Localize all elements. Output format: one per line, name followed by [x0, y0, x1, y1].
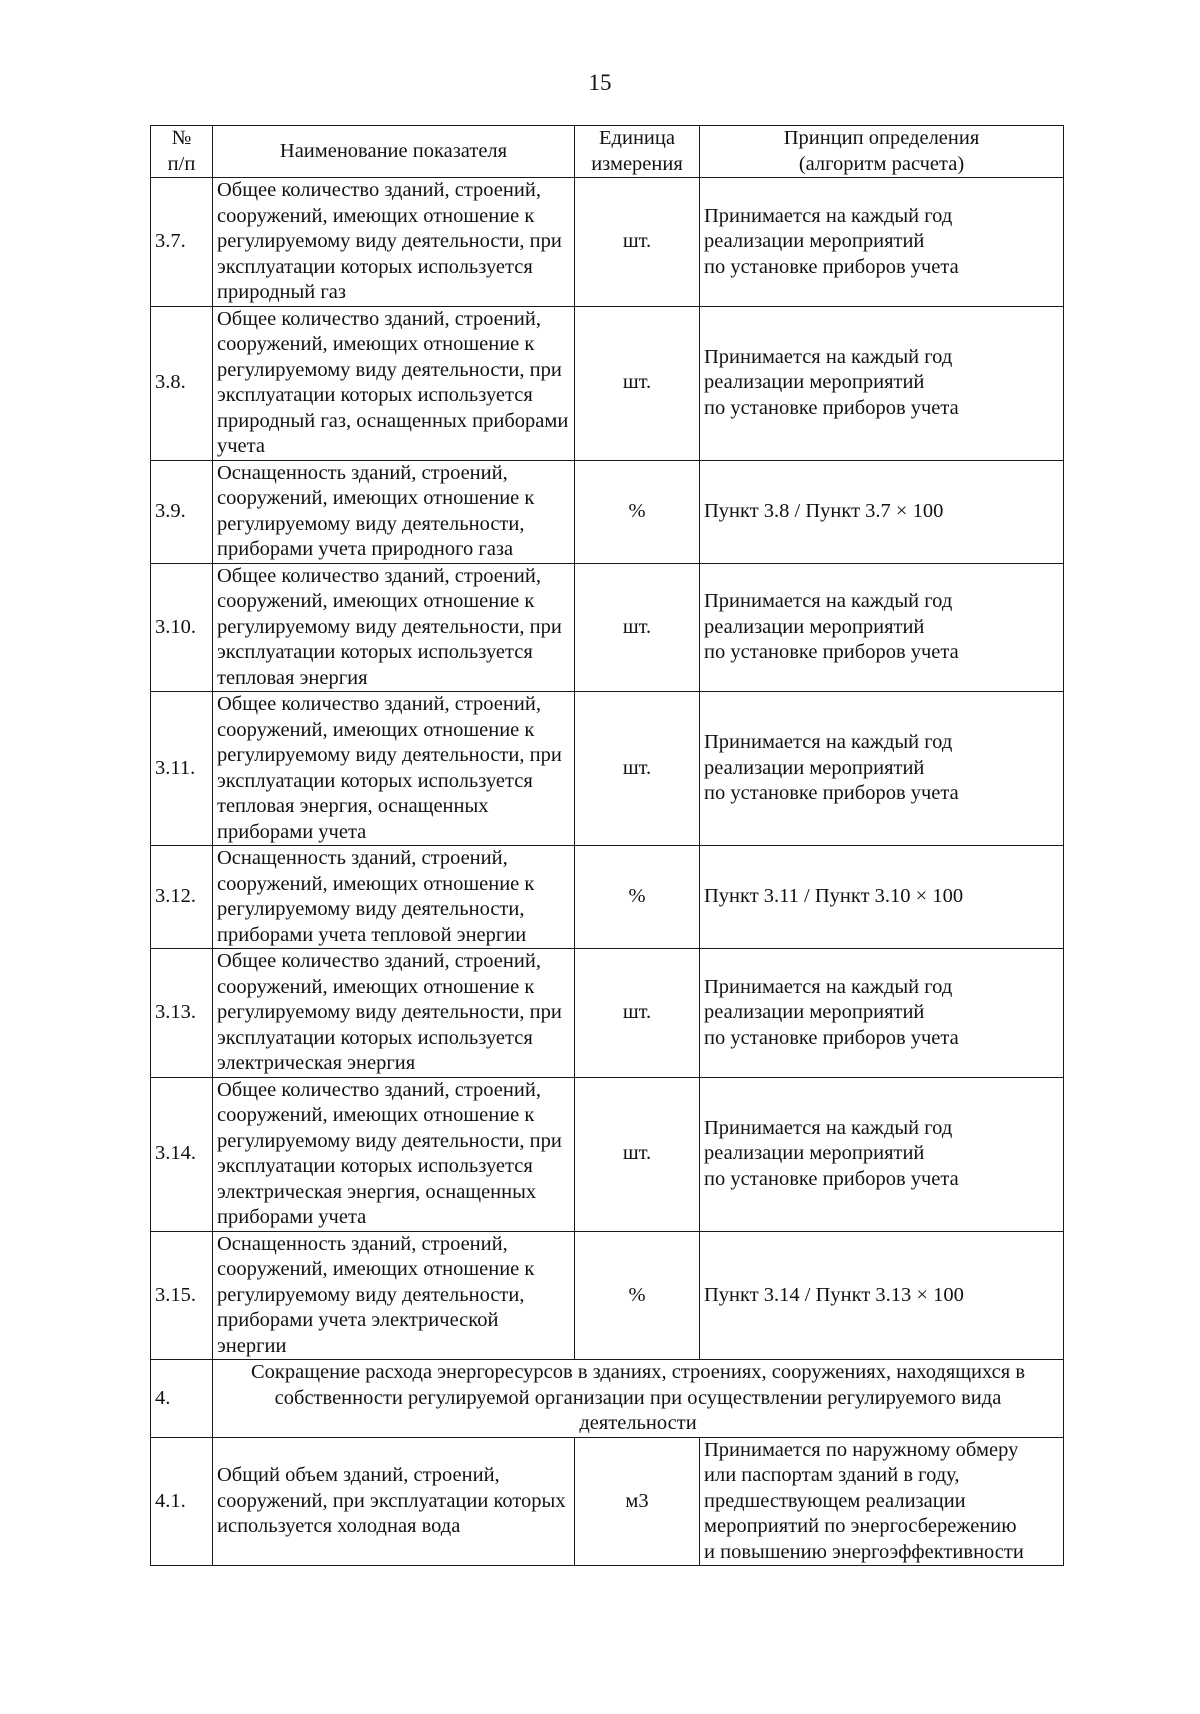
- table-row: [151, 1437, 1064, 1566]
- indicator-name: Оснащенность зданий, строений, сооружений, имеющих отношение к регулируемому виду деятельности, приборами учета электрической энергии: [213, 1231, 575, 1360]
- calculation-rule: [700, 1231, 1064, 1360]
- table-row: [151, 1077, 1064, 1231]
- row-number: 3.12.: [151, 846, 213, 949]
- calculation-rule-line: по установке приборов учета: [704, 255, 959, 278]
- calculation-rule: [700, 178, 1064, 307]
- calculation-rule: [700, 460, 1064, 563]
- row-number: 3.13.: [151, 949, 213, 1078]
- table-row: [151, 306, 1064, 460]
- row-number: 3.10.: [151, 563, 213, 692]
- unit-of-measure: шт.: [575, 306, 700, 460]
- unit-of-measure: %: [575, 846, 700, 949]
- calculation-rule-line: по установке приборов учета: [704, 1167, 959, 1190]
- table-row: [151, 563, 1064, 692]
- calculation-rule-line: реализации мероприятий: [704, 1142, 925, 1165]
- calculation-rule-line: реализации мероприятий: [704, 371, 925, 394]
- header-unit-line2: измерения: [591, 152, 683, 175]
- calculation-rule-line: Принимается на каждый год: [704, 345, 953, 368]
- section-number: 4.: [151, 1360, 213, 1438]
- unit-of-measure: м3: [575, 1437, 700, 1566]
- calculation-rule-line: Принимается на каждый год: [704, 731, 953, 754]
- calculation-rule-line: реализации мероприятий: [704, 230, 925, 252]
- indicator-name: Общее количество зданий, строений, сооружений, имеющих отношение к регулируемому виду деятельности, при эксплуатации которых используется природный газ, оснащенных приборами учета: [213, 306, 575, 460]
- row-number: 3.15.: [151, 1231, 213, 1360]
- calculation-rule-line: Принимается на каждый год: [704, 590, 953, 612]
- indicator-name: Общий объем зданий, строений, сооружений, при эксплуатации которых используется холодная вода: [213, 1437, 575, 1566]
- table-row: [151, 846, 1064, 949]
- row-number: 3.14.: [151, 1077, 213, 1231]
- calculation-rule: [700, 306, 1064, 460]
- calculation-rule: [700, 1077, 1064, 1231]
- calculation-rule-line: Пункт 3.11 / Пункт 3.10 × 100: [704, 885, 964, 908]
- indicators-table: [150, 125, 1064, 1566]
- calculation-rule-line: Пункт 3.8 / Пункт 3.7 × 100: [704, 499, 944, 522]
- calculation-rule-line: по установке приборов учета: [704, 641, 959, 663]
- row-number: 3.9.: [151, 460, 213, 563]
- table-row: [151, 460, 1064, 563]
- calculation-rule-line: Принимается на каждый год: [704, 975, 953, 998]
- calculation-rule: [700, 563, 1064, 692]
- unit-of-measure: шт.: [575, 949, 700, 1078]
- calculation-rule: [700, 949, 1064, 1078]
- calculation-rule-line: и повышению энергоэффективности: [704, 1540, 1024, 1563]
- row-number: 3.11.: [151, 692, 213, 846]
- table-row: [151, 178, 1064, 307]
- header-rule-line1: Принцип определения: [783, 127, 980, 149]
- section-title: Сокращение расхода энергоресурсов в зданиях, строениях, сооружениях, находящихся в собственности регулируемой организации при осуществлении регулируемого вида деятельности: [213, 1360, 1064, 1438]
- indicator-name: Общее количество зданий, строений, сооружений, имеющих отношение к регулируемому виду деятельности, при эксплуатации которых используется электрическая энергия, оснащенных приборами учета: [213, 1077, 575, 1231]
- table-row: [151, 1231, 1064, 1360]
- row-number: 3.8.: [151, 306, 213, 460]
- unit-of-measure: %: [575, 1231, 700, 1360]
- calculation-rule-line: Принимается по наружному обмеру: [704, 1438, 1019, 1461]
- header-name: Наименование показателя: [213, 126, 575, 178]
- calculation-rule-line: реализации мероприятий: [704, 615, 925, 638]
- table-header-row: [151, 126, 1064, 178]
- calculation-rule-line: или паспортам зданий в году,: [704, 1464, 960, 1486]
- indicator-name: Общее количество зданий, строений, сооружений, имеющих отношение к регулируемому виду деятельности, при эксплуатации которых используется тепловая энергия: [213, 563, 575, 692]
- header-num: [151, 126, 213, 178]
- calculation-rule: [700, 1437, 1064, 1566]
- unit-of-measure: шт.: [575, 178, 700, 307]
- table-row: [151, 692, 1064, 846]
- row-number: 3.7.: [151, 178, 213, 307]
- calculation-rule-line: предшествующем реализации: [704, 1489, 966, 1512]
- calculation-rule-line: реализации мероприятий: [704, 1001, 925, 1023]
- unit-of-measure: шт.: [575, 1077, 700, 1231]
- calculation-rule-line: по установке приборов учета: [704, 782, 959, 805]
- calculation-rule-line: по установке приборов учета: [704, 396, 959, 419]
- header-num-line1: №: [171, 127, 192, 149]
- calculation-rule-line: по установке приборов учета: [704, 1026, 959, 1049]
- indicator-name: Общее количество зданий, строений, сооружений, имеющих отношение к регулируемому виду деятельности, при эксплуатации которых используется природный газ: [213, 178, 575, 307]
- calculation-rule-line: мероприятий по энергосбережению: [704, 1515, 1017, 1537]
- calculation-rule-line: Принимается на каждый год: [704, 1116, 953, 1139]
- header-rule: [700, 126, 1064, 178]
- header-num-line2: п/п: [167, 152, 196, 175]
- indicator-name: Общее количество зданий, строений, сооружений, имеющих отношение к регулируемому виду деятельности, при эксплуатации которых используется электрическая энергия: [213, 949, 575, 1078]
- table-body: [151, 178, 1064, 1566]
- unit-of-measure: шт.: [575, 692, 700, 846]
- calculation-rule-line: Принимается на каждый год: [704, 204, 953, 227]
- indicator-name: Оснащенность зданий, строений, сооружений, имеющих отношение к регулируемому виду деятельности, приборами учета природного газа: [213, 460, 575, 563]
- unit-of-measure: шт.: [575, 563, 700, 692]
- indicator-name: Общее количество зданий, строений, сооружений, имеющих отношение к регулируемому виду деятельности, при эксплуатации которых используется тепловая энергия, оснащенных приборами учета: [213, 692, 575, 846]
- section-row: [151, 1360, 1064, 1438]
- indicator-name: Оснащенность зданий, строений, сооружений, имеющих отношение к регулируемому виду деятельности, приборами учета тепловой энергии: [213, 846, 575, 949]
- row-number: 4.1.: [151, 1437, 213, 1566]
- calculation-rule: [700, 846, 1064, 949]
- calculation-rule: [700, 692, 1064, 846]
- header-unit: [575, 126, 700, 178]
- calculation-rule-line: реализации мероприятий: [704, 756, 925, 779]
- header-rule-line2: (алгоритм расчета): [798, 152, 965, 175]
- header-unit-line1: Единица: [599, 127, 675, 149]
- unit-of-measure: %: [575, 460, 700, 563]
- table-row: [151, 949, 1064, 1078]
- calculation-rule-line: Пункт 3.14 / Пункт 3.13 × 100: [704, 1283, 964, 1306]
- page-number: 15: [588, 70, 612, 95]
